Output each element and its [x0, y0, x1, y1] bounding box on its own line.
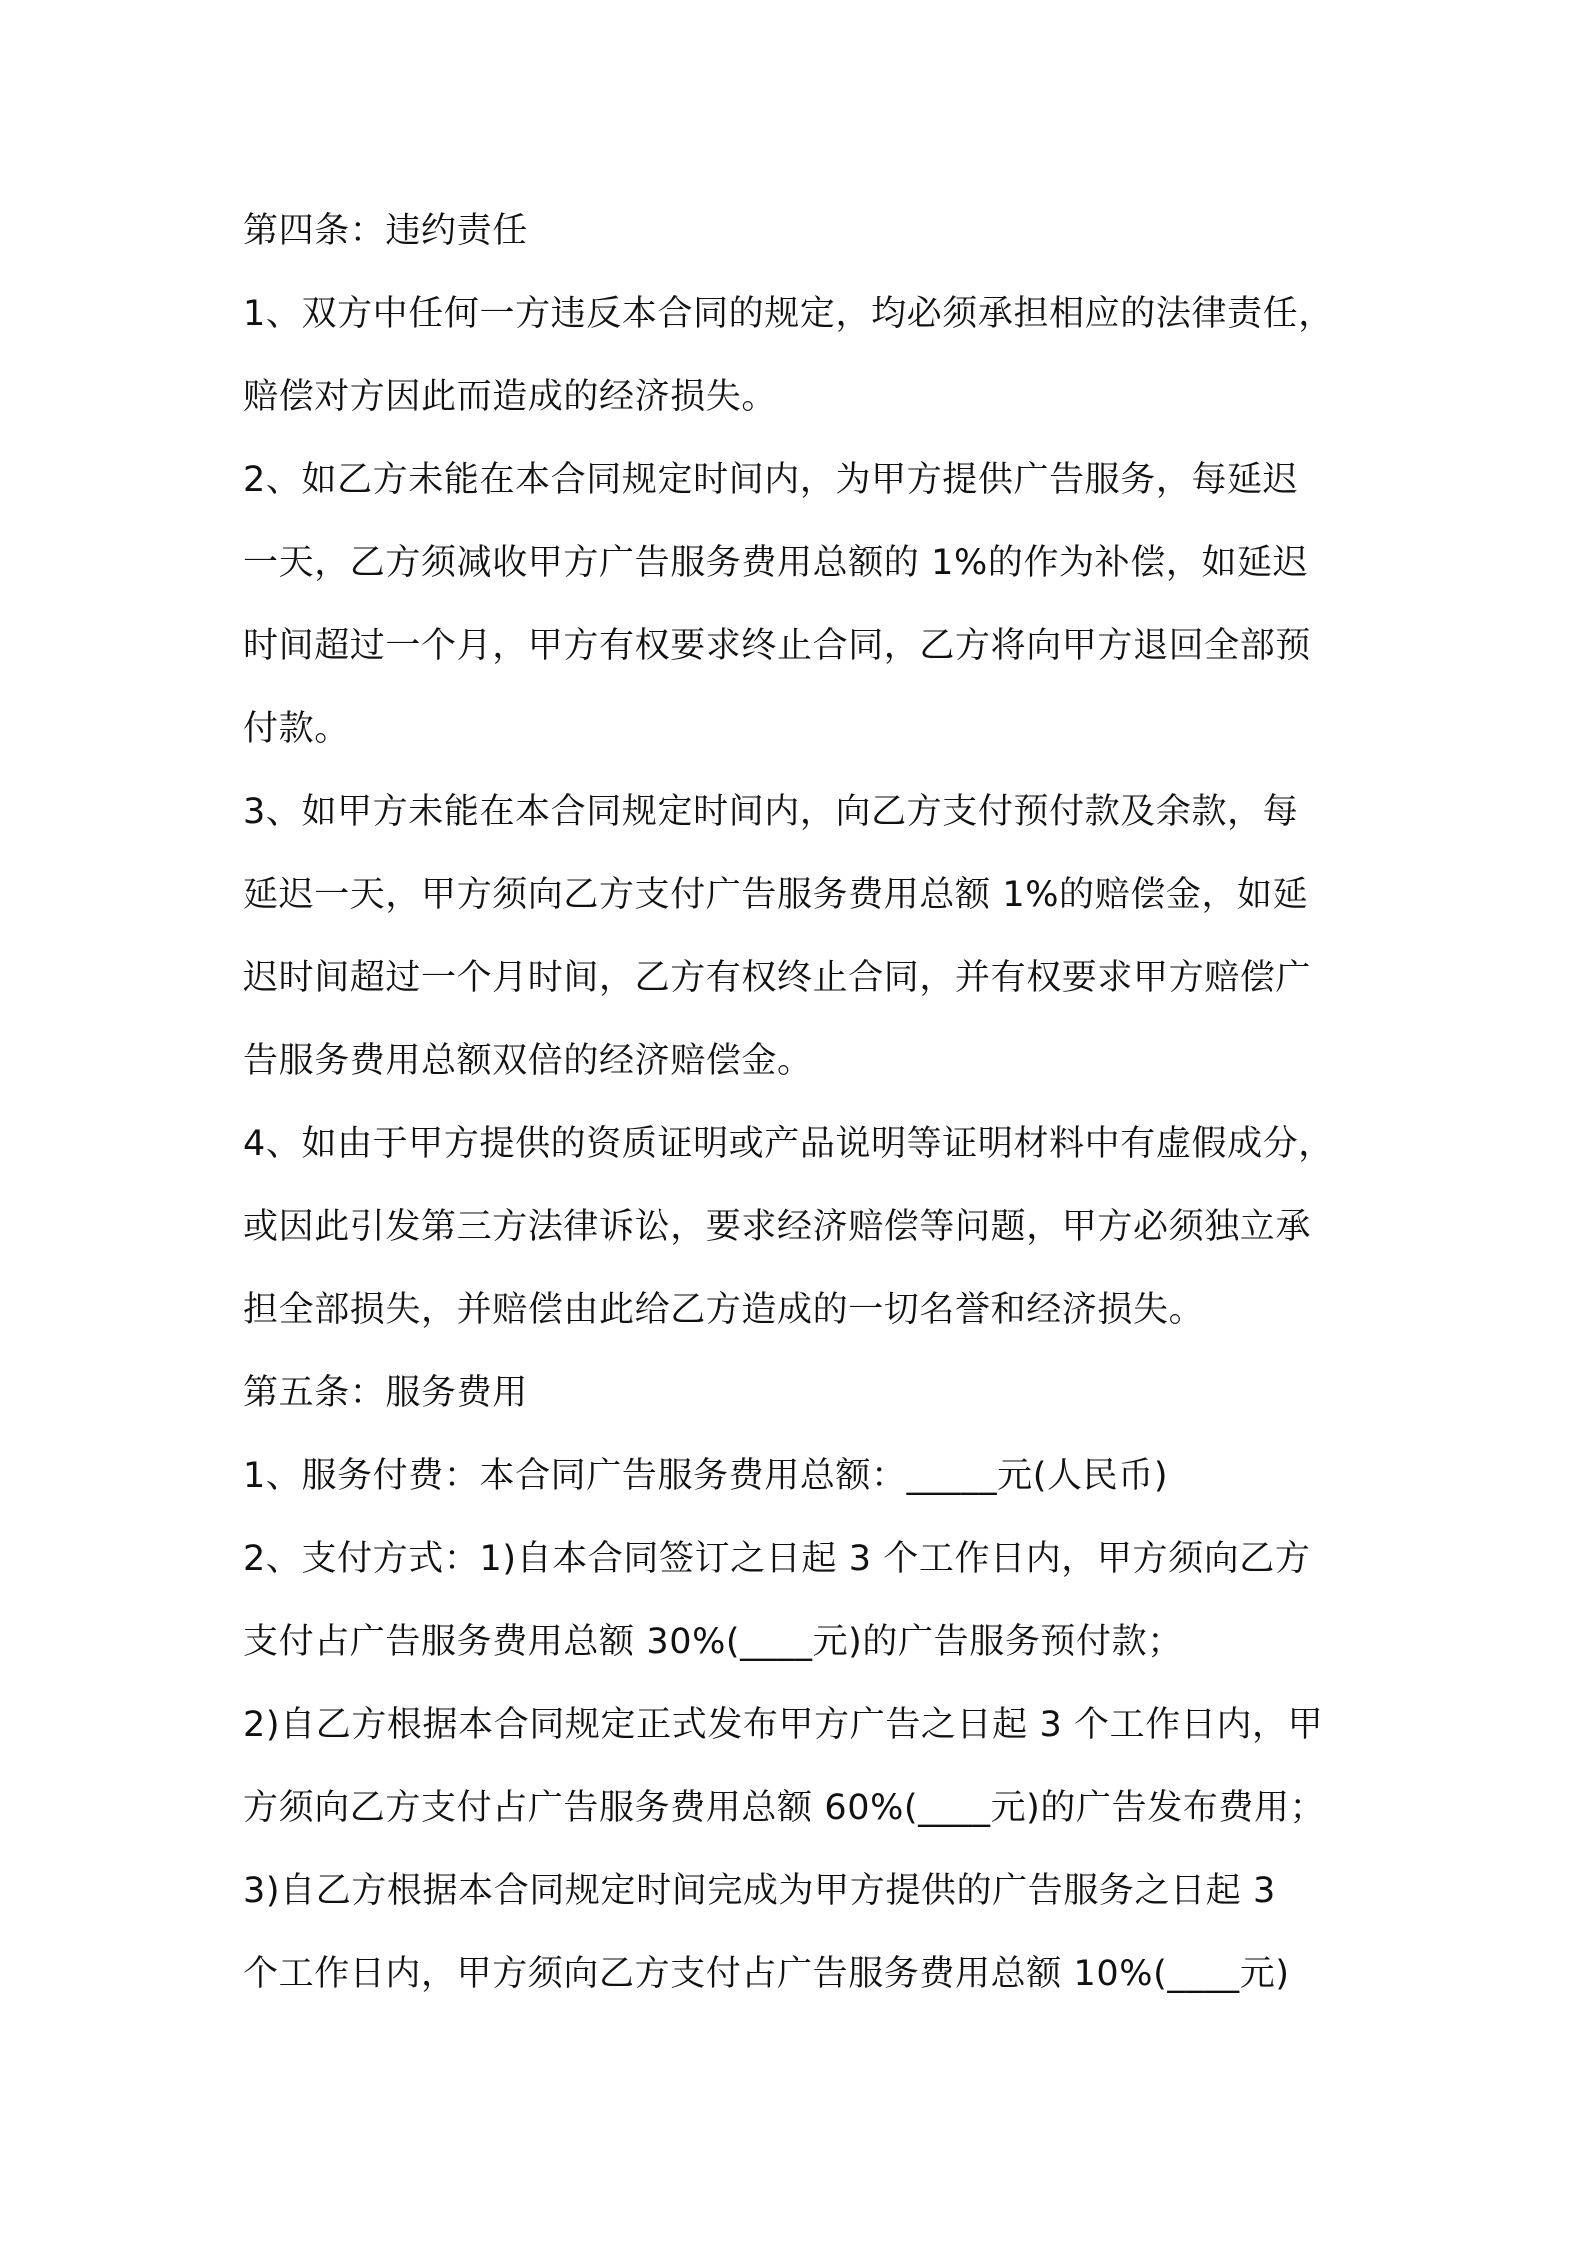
text-line: 1、双方中任何一方违反本合同的规定，均必须承担相应的法律责任，	[243, 294, 1334, 334]
text-line: 支付占广告服务费用总额 30%(____元)的广告服务预付款；	[243, 1622, 1183, 1662]
text-line: 4、如由于甲方提供的资质证明或产品说明等证明材料中有虚假成分，	[243, 1124, 1334, 1164]
text-line: 赔偿对方因此而造成的经济损失。	[243, 377, 778, 417]
text-line: 2、支付方式：1)自本合同签订之日起 3 个工作日内，甲方须向乙方	[243, 1539, 1311, 1579]
text-line: 担全部损失，并赔偿由此给乙方造成的一切名誉和经济损失。	[243, 1290, 1205, 1330]
text-line: 付款。	[243, 709, 350, 749]
section-heading-article-5: 第五条：服务费用	[243, 1373, 528, 1413]
text-line: 2、如乙方未能在本合同规定时间内，为甲方提供广告服务，每延迟	[243, 460, 1299, 500]
text-line: 方须向乙方支付占广告服务费用总额 60%(____元)的广告发布费用；	[243, 1788, 1326, 1828]
text-line: 迟时间超过一个月时间，乙方有权终止合同，并有权要求甲方赔偿广	[243, 958, 1312, 998]
text-line: 个工作日内，甲方须向乙方支付占广告服务费用总额 10%(____元)	[243, 1954, 1290, 1994]
document-body	[243, 200, 1363, 2026]
text-line: 延迟一天，甲方须向乙方支付广告服务费用总额 1%的赔偿金，如延	[243, 875, 1309, 915]
section-heading-article-4: 第四条：违约责任	[243, 211, 528, 251]
text-line: 3、如甲方未能在本合同规定时间内，向乙方支付预付款及余款，每	[243, 792, 1299, 832]
text-line: 3)自乙方根据本合同规定时间完成为甲方提供的广告服务之日起 3	[243, 1871, 1276, 1911]
text-line: 2)自乙方根据本合同规定正式发布甲方广告之日起 3 个工作日内，甲	[243, 1705, 1324, 1745]
text-line: 时间超过一个月，甲方有权要求终止合同，乙方将向甲方退回全部预	[243, 626, 1312, 666]
text-line: 1、服务付费：本合同广告服务费用总额：_____元(人民币)	[243, 1456, 1169, 1496]
text-line: 告服务费用总额双倍的经济赔偿金。	[243, 1041, 813, 1081]
text-line: 一天，乙方须减收甲方广告服务费用总额的 1%的作为补偿，如延迟	[243, 543, 1309, 583]
text-line: 或因此引发第三方法律诉讼，要求经济赔偿等问题，甲方必须独立承	[243, 1207, 1312, 1247]
